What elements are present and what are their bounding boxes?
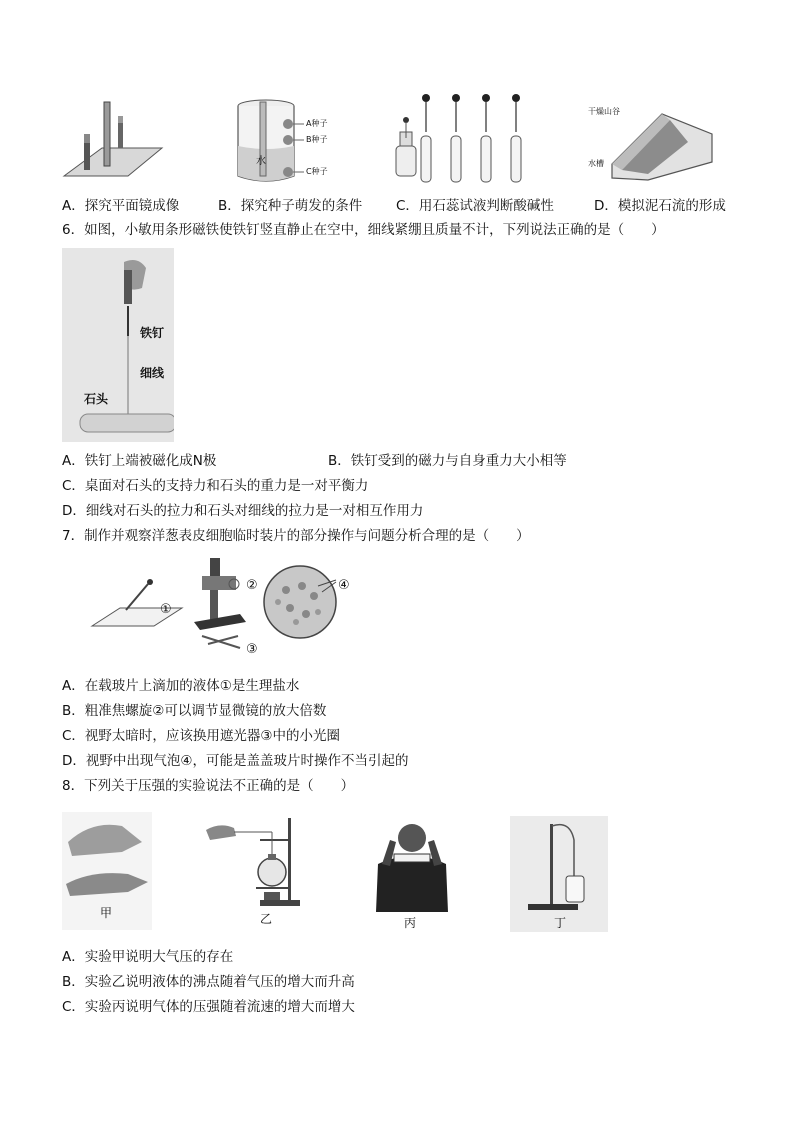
q8-option-b: B．实验乙说明液体的沸点随着气压的增大而升高 [62, 974, 355, 990]
q8-option-c: C．实验丙说明气体的压强随着流速的增大而增大 [62, 999, 355, 1015]
q5-figure-a-plane-mirror [62, 98, 164, 182]
q8-figure-jia-hands [62, 812, 152, 930]
q5-b-seed-b-label: B种子 [306, 135, 328, 144]
q6-nail-label: 铁钉 [140, 326, 165, 340]
q5-option-b: B．探究种子萌发的条件 [218, 198, 363, 214]
q6-stone-label: 石头 [84, 392, 109, 406]
q5-figure-c-litmus-tubes [392, 92, 542, 188]
q6-figure-magnet-nail [62, 248, 174, 442]
q8-label-ding: 丁 [554, 916, 567, 930]
q8-figure-yi-flask [200, 814, 300, 932]
q5-b-seed-a-label: A种子 [306, 119, 328, 128]
q7-figure-onion-slide [90, 556, 356, 662]
q8-figure-ding-tube [510, 816, 608, 932]
q7-option-b: B．粗准焦螺旋②可以调节显微镜的放大倍数 [62, 703, 327, 719]
q7-stem: 7．制作并观察洋葱表皮细胞临时装片的部分操作与问题分析合理的是（ ） [62, 528, 530, 544]
q5-b-seed-c-label: C种子 [306, 167, 328, 176]
q7-mark-4: ④ [338, 578, 350, 593]
q8-stem: 8．下列关于压强的实验说法不正确的是（ ） [62, 778, 355, 794]
q5-option-a: A．探究平面镜成像 [62, 198, 180, 214]
q8-label-jia: 甲 [100, 906, 113, 920]
q6-option-d: D．细线对石头的拉力和石头对细线的拉力是一对相互作用力 [62, 503, 424, 519]
q5-figure-b-seed-beaker [232, 96, 338, 186]
q5-option-c: C．用石蕊试液判断酸碱性 [396, 198, 554, 214]
q5-d-bottom-label: 水槽 [588, 159, 604, 168]
q6-option-c: C．桌面对石头的支持力和石头的重力是一对平衡力 [62, 478, 369, 494]
q7-mark-3: ③ [246, 642, 258, 657]
q6-stem: 6．如图，小敏用条形磁铁使铁钉竖直静止在空中，细线紧绷且质量不计，下列说法正确的是（ ） [62, 222, 665, 238]
q6-option-b: B．铁钉受到的磁力与自身重力大小相等 [328, 453, 567, 469]
q7-option-d: D．视野中出现气泡④，可能是盖盖玻片时操作不当引起的 [62, 753, 409, 769]
q7-mark-1: ① [160, 602, 172, 617]
q6-option-a: A．铁钉上端被磁化成N极 [62, 453, 217, 469]
q8-option-a: A．实验甲说明大气压的存在 [62, 949, 234, 965]
q7-option-c: C．视野太暗时，应该换用遮光器③中的小光圈 [62, 728, 341, 744]
q5-b-water-label: 水 [256, 156, 266, 167]
q8-figure-bing-person [368, 820, 458, 930]
q7-mark-2: ② [246, 578, 258, 593]
q7-option-a: A．在载玻片上滴加的液体①是生理盐水 [62, 678, 300, 694]
q6-thread-label: 细线 [140, 366, 165, 380]
q5-d-top-label: 干燥山谷 [588, 107, 620, 116]
q5-option-d: D．模拟泥石流的形成 [594, 198, 726, 214]
q5-figure-d-debris-flow-model [588, 104, 720, 184]
q8-label-bing: 丙 [404, 916, 417, 930]
q8-label-yi: 乙 [260, 912, 273, 926]
